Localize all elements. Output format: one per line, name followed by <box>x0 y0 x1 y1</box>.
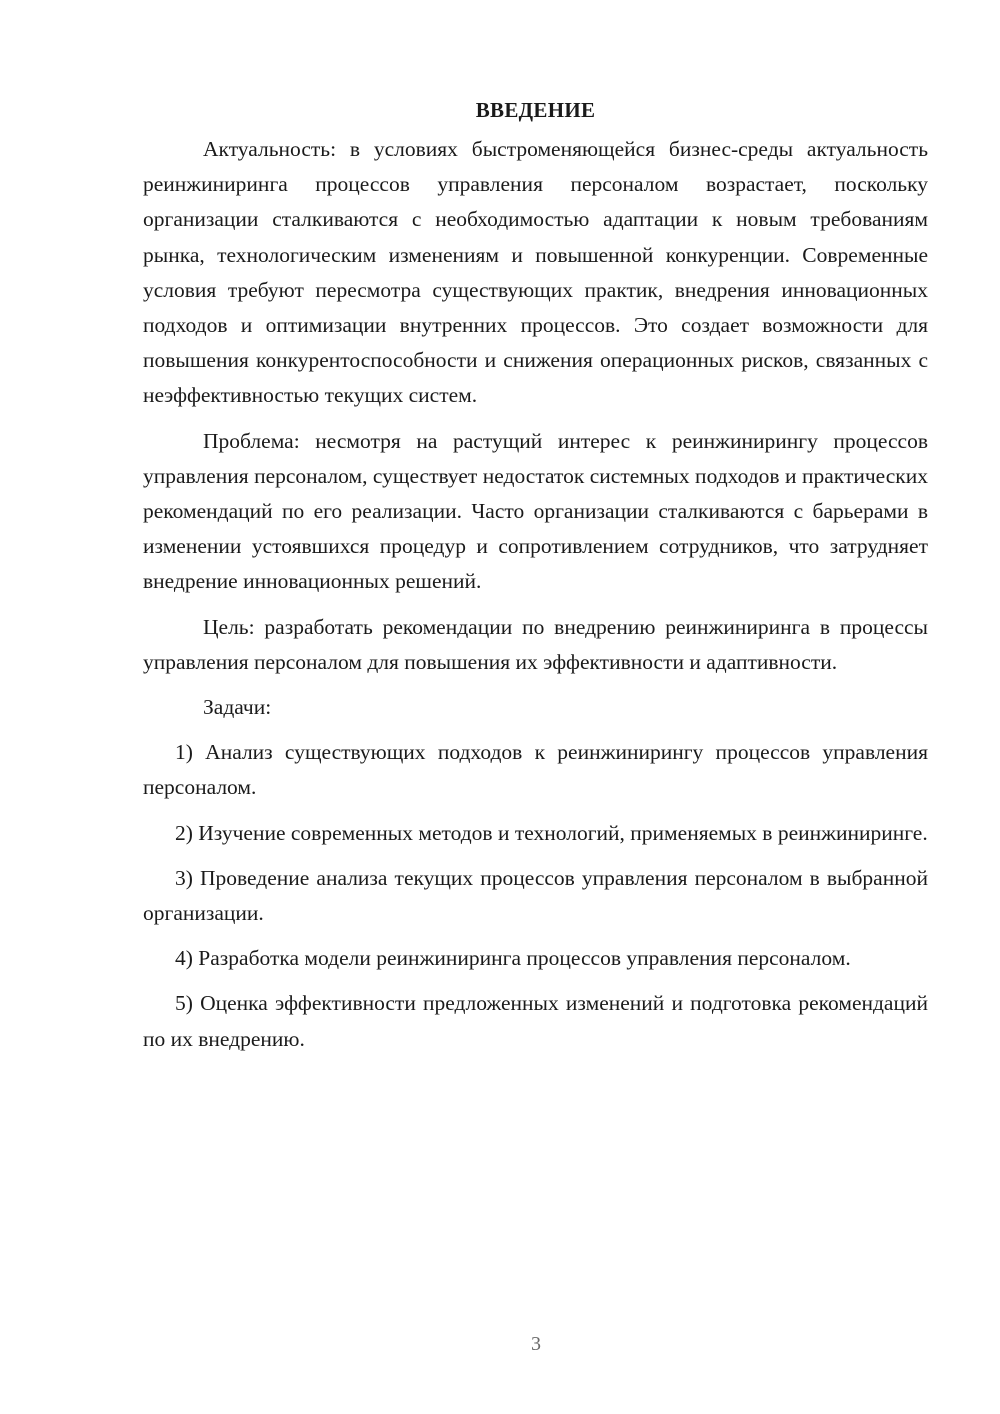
problem-paragraph: Проблема: несмотря на растущий интерес к реинжинирингу процессов управления персоналом, существует недостаток системных подходов и практических рекомендаций по его реализации. Часто организации сталкиваются с барьерами в изменении устоявшихся процедур и сопротивлением сотрудников, что затрудняет внедрение инновационных решений. <box>143 428 928 594</box>
relevance-paragraph: Актуальность: в условиях быстроменяющейся бизнес-среды актуальность реинжиниринга процессов управления персоналом возрастает, поскольку организации сталкиваются с необходимостью адаптации к новым требованиям рынка, технологическим изменениям и повышенной конкуренции. Современные условия требуют пересмотра существующих практик, внедрения инновационных подходов и оптимизации внутренних процессов. Это создает возможности для повышения конкурентоспособности и снижения операционных рисков, связанных с неэффективностью текущих систем. <box>143 137 928 408</box>
goal-paragraph: Цель: разработать рекомендации по внедрению реинжиниринга в процессы управления персоналом для повышения их эффективности и адаптивности. <box>143 614 928 674</box>
task-item-2: 2) Изучение современных методов и технологий, применяемых в реинжиниринге. <box>175 820 928 845</box>
task-item-3: 3) Проведение анализа текущих процессов управления персоналом в выбранной организации. <box>143 865 928 926</box>
page-number: 3 <box>531 1333 541 1355</box>
task-item-4: 4) Разработка модели реинжиниринга процессов управления персоналом. <box>175 946 851 971</box>
task-item-1: 1) Анализ существующих подходов к реинжинирингу процессов управления персоналом. <box>143 740 928 800</box>
page-title: ВВЕДЕНИЕ <box>475 98 596 122</box>
tasks-list <box>143 735 928 1057</box>
task-item-5: 5) Оценка эффективности предложенных изменений и подготовка рекомендаций по их внедрению. <box>143 991 928 1051</box>
page-content <box>143 92 928 1067</box>
tasks-label: Задачи: <box>203 695 272 720</box>
